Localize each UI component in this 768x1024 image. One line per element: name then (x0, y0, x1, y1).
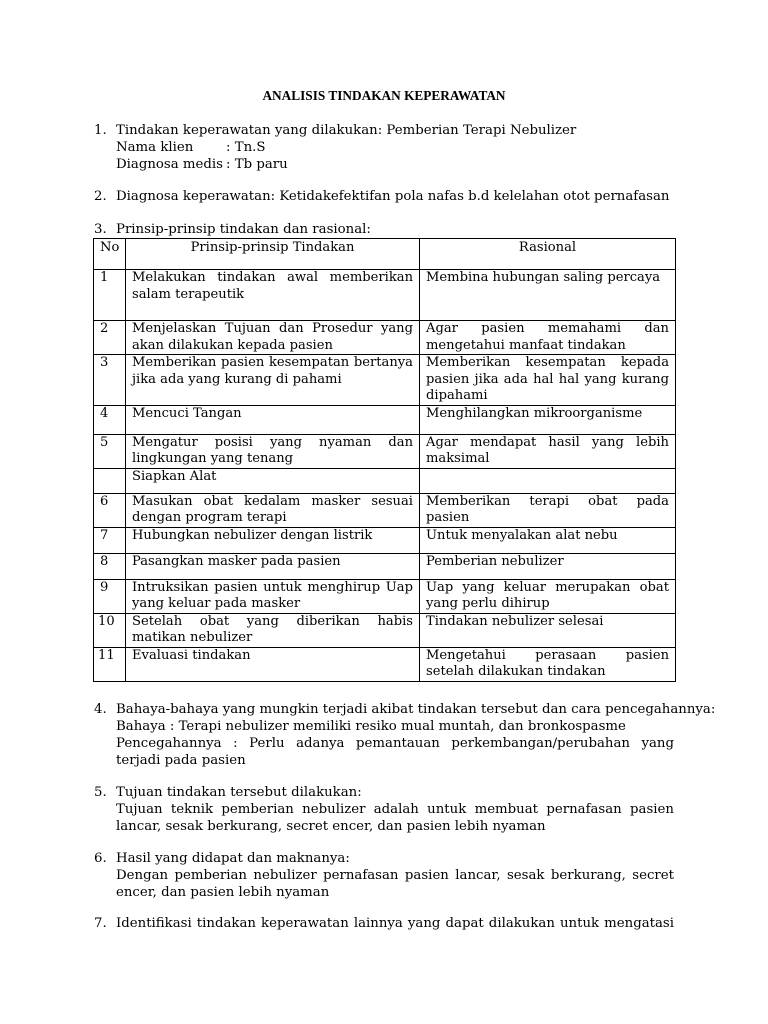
section-6-heading: Hasil yang didapat dan maknanya: (116, 851, 350, 866)
table-row (94, 493, 676, 527)
section-5-body: Tujuan teknik pemberian nebulizer adalah untuk membuat pernafasan pasien lancar, sesak berkurang, secret encer, dan pasien lebih nyaman (116, 802, 674, 834)
row-no: 8 (94, 553, 126, 579)
row-principle: Pasangkan masker pada pasien (126, 553, 420, 579)
section-4-prevention: Pencegahannya : Perlu adanya pemantauan perkembangan/perubahan yang terjadi pada pasien (116, 736, 674, 768)
row-no: 10 (94, 613, 126, 647)
row-no: 1 (94, 270, 126, 321)
row-no: 3 (94, 355, 126, 406)
document-title: ANALISIS TINDAKAN KEPERAWATAN (262, 88, 506, 103)
field-key: Nama klien (116, 140, 194, 155)
row-rationale-empty (420, 468, 676, 493)
table-row (94, 405, 676, 434)
table-row (94, 527, 676, 553)
table-row-extra (94, 468, 676, 493)
row-principle: Memberikan pasien kesempatan bertanya jika ada yang kurang di pahami (126, 355, 420, 406)
header-no: No (94, 239, 126, 270)
table-row (94, 613, 676, 647)
row-principle: Hubungkan nebulizer dengan listrik (126, 527, 420, 553)
row-principle: Mencuci Tangan (126, 405, 420, 434)
section-3-number: 3. (94, 222, 107, 237)
section-2-number: 2. (94, 189, 107, 204)
section-5-heading: Tujuan tindakan tersebut dilakukan: (116, 785, 362, 800)
row-principle: Masukan obat kedalam masker sesuai dengan program terapi (126, 493, 420, 527)
section-1-heading: Tindakan keperawatan yang dilakukan: Pemberian Terapi Nebulizer (116, 123, 577, 138)
header-rationale: Rasional (420, 239, 676, 270)
row-no: 9 (94, 579, 126, 613)
section-2-text: Diagnosa keperawatan: Ketidakefektifan pola nafas b.d kelelahan otot pernafasan (116, 189, 670, 204)
table-row (94, 321, 676, 355)
table-row (94, 647, 676, 681)
field-value: : Tb paru (226, 157, 288, 172)
row-principle: Mengatur posisi yang nyaman dan lingkungan yang tenang (126, 434, 420, 468)
table-row (94, 270, 676, 321)
row-no: 4 (94, 405, 126, 434)
row-no: 7 (94, 527, 126, 553)
table-row (94, 553, 676, 579)
row-principle: Evaluasi tindakan (126, 647, 420, 681)
row-no: 5 (94, 434, 126, 468)
row-rationale: Memberikan terapi obat pada pasien (420, 493, 676, 527)
field-nama-klien (116, 139, 265, 156)
row-principle: Setelah obat yang diberikan habis matikan nebulizer (126, 613, 420, 647)
section-4-heading: Bahaya-bahaya yang mungkin terjadi akibat tindakan tersebut dan cara pencegahannya: (116, 702, 716, 717)
table-row (94, 579, 676, 613)
table-row (94, 355, 676, 406)
row-rationale: Agar pasien memahami dan mengetahui manfaat tindakan (420, 321, 676, 355)
field-value: : Tn.S (226, 140, 266, 155)
section-1-number: 1. (94, 123, 107, 138)
row-rationale: Mengetahui perasaan pasien setelah dilakukan tindakan (420, 647, 676, 681)
field-diagnosa-medis (116, 156, 288, 173)
row-no-empty (94, 468, 126, 493)
row-rationale: Pemberian nebulizer (420, 553, 676, 579)
section-4-number: 4. (94, 702, 107, 717)
row-no: 11 (94, 647, 126, 681)
table-row (94, 434, 676, 468)
principles-table (93, 238, 676, 682)
row-principle: Intruksikan pasien untuk menghirup Uap yang keluar pada masker (126, 579, 420, 613)
row-principle-extra: Siapkan Alat (126, 468, 420, 493)
row-no: 6 (94, 493, 126, 527)
field-key: Diagnosa medis (116, 157, 223, 172)
section-7-number: 7. (94, 916, 107, 931)
row-rationale: Memberikan kesempatan kepada pasien jika ada hal hal yang kurang dipahami (420, 355, 676, 406)
row-rationale: Tindakan nebulizer selesai (420, 613, 676, 647)
header-principle: Prinsip-prinsip Tindakan (126, 239, 420, 270)
section-5-number: 5. (94, 785, 107, 800)
section-4-danger: Bahaya : Terapi nebulizer memiliki resiko mual muntah, dan bronkospasme (116, 719, 626, 734)
section-3-heading: Prinsip-prinsip tindakan dan rasional: (116, 222, 371, 237)
section-6-body: Dengan pemberian nebulizer pernafasan pasien lancar, sesak berkurang, secret encer, dan pasien lebih nyaman (116, 868, 674, 900)
row-rationale: Membina hubungan saling percaya (420, 270, 676, 321)
row-rationale: Agar mendapat hasil yang lebih maksimal (420, 434, 676, 468)
row-principle: Melakukan tindakan awal memberikan salam terapeutik (126, 270, 420, 321)
row-principle: Menjelaskan Tujuan dan Prosedur yang akan dilakukan kepada pasien (126, 321, 420, 355)
section-7-text: Identifikasi tindakan keperawatan lainnya yang dapat dilakukan untuk mengatasi (116, 916, 674, 931)
table-header-row (94, 239, 676, 270)
row-no: 2 (94, 321, 126, 355)
row-rationale: Menghilangkan mikroorganisme (420, 405, 676, 434)
row-rationale: Uap yang keluar merupakan obat yang perlu dihirup (420, 579, 676, 613)
section-6-number: 6. (94, 851, 107, 866)
row-rationale: Untuk menyalakan alat nebu (420, 527, 676, 553)
